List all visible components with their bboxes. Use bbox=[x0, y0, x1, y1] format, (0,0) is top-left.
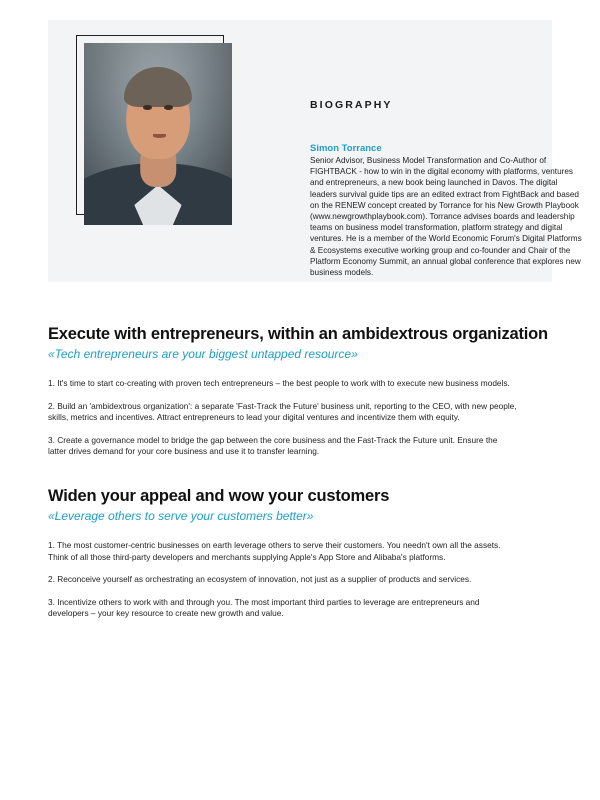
section-execute-with-entrepreneurs bbox=[48, 325, 552, 458]
section-paragraph: 2. Reconceive yourself as orchestrating an ecosystem of innovation, not just as a supplier of products and services. bbox=[48, 574, 472, 585]
biography-author-name: Simon Torrance bbox=[310, 143, 382, 154]
biography-text: Senior Advisor, Business Model Transformation and Co-Author of FIGHTBACK - how to win in the digital economy with platforms, ventures and entrepreneurs, a new book being launched in Davos. The digital leaders survival guide tips are an edited extract from FightBack and based on the RENEW concept created by Torrance for his New Growth Playbook (www.newgrowthplaybook.com). Torrance advises boards and leadership teams on business model transformation, platform strategy and digital ventures. He is a member of the World Economic Forum's Digital Platforms & Ecosystems executive working group and co-founder and Chair of the Platform Economy Summit, an annual global conference that explores new business models. bbox=[310, 156, 582, 278]
section-paragraph: 1. It's time to start co-creating with proven tech entrepreneurs – the best people to work with to execute new business models. bbox=[48, 378, 510, 388]
section-subtitle: «Tech entrepreneurs are your biggest untapped resource» bbox=[48, 347, 358, 361]
section-subtitle: «Leverage others to serve your customers better» bbox=[48, 509, 314, 523]
portrait-illustration bbox=[84, 43, 232, 225]
avatar bbox=[84, 43, 232, 225]
section-title: Widen your appeal and wow your customers bbox=[48, 487, 390, 505]
section-paragraph: 1. The most customer-centric businesses on earth leverage others to serve their customers. You needn't own all the assets. Think of all those third-party developers and merchants supplying Apple's App Store and Alibaba's platforms. bbox=[48, 540, 501, 562]
biography-panel bbox=[48, 20, 582, 282]
section-widen-your-appeal bbox=[48, 487, 552, 620]
section-paragraph: 3. Create a governance model to bridge the gap between the core business and the Fast-Track the Future unit. Ensure the latter drives demand for your core business and use it to transfer learning. bbox=[48, 434, 498, 457]
section-paragraph: 3. Incentivize others to work with and through you. The most important third parties to leverage are entrepreneurs and developers – your key resource to create new growth and value. bbox=[48, 596, 480, 619]
portrait-mouth bbox=[153, 134, 166, 138]
biography-label: BIOGRAPHY bbox=[310, 99, 393, 111]
section-paragraph: 2. Build an 'ambidextrous organization': a separate 'Fast-Track the Future' business unit, reporting to the CEO, with new people, skills, metrics and incentives. Attract entrepreneurs to lead your digital ventures and incentivize them with equity. bbox=[48, 400, 517, 423]
section-title: Execute with entrepreneurs, within an ambidextrous organization bbox=[48, 325, 548, 343]
